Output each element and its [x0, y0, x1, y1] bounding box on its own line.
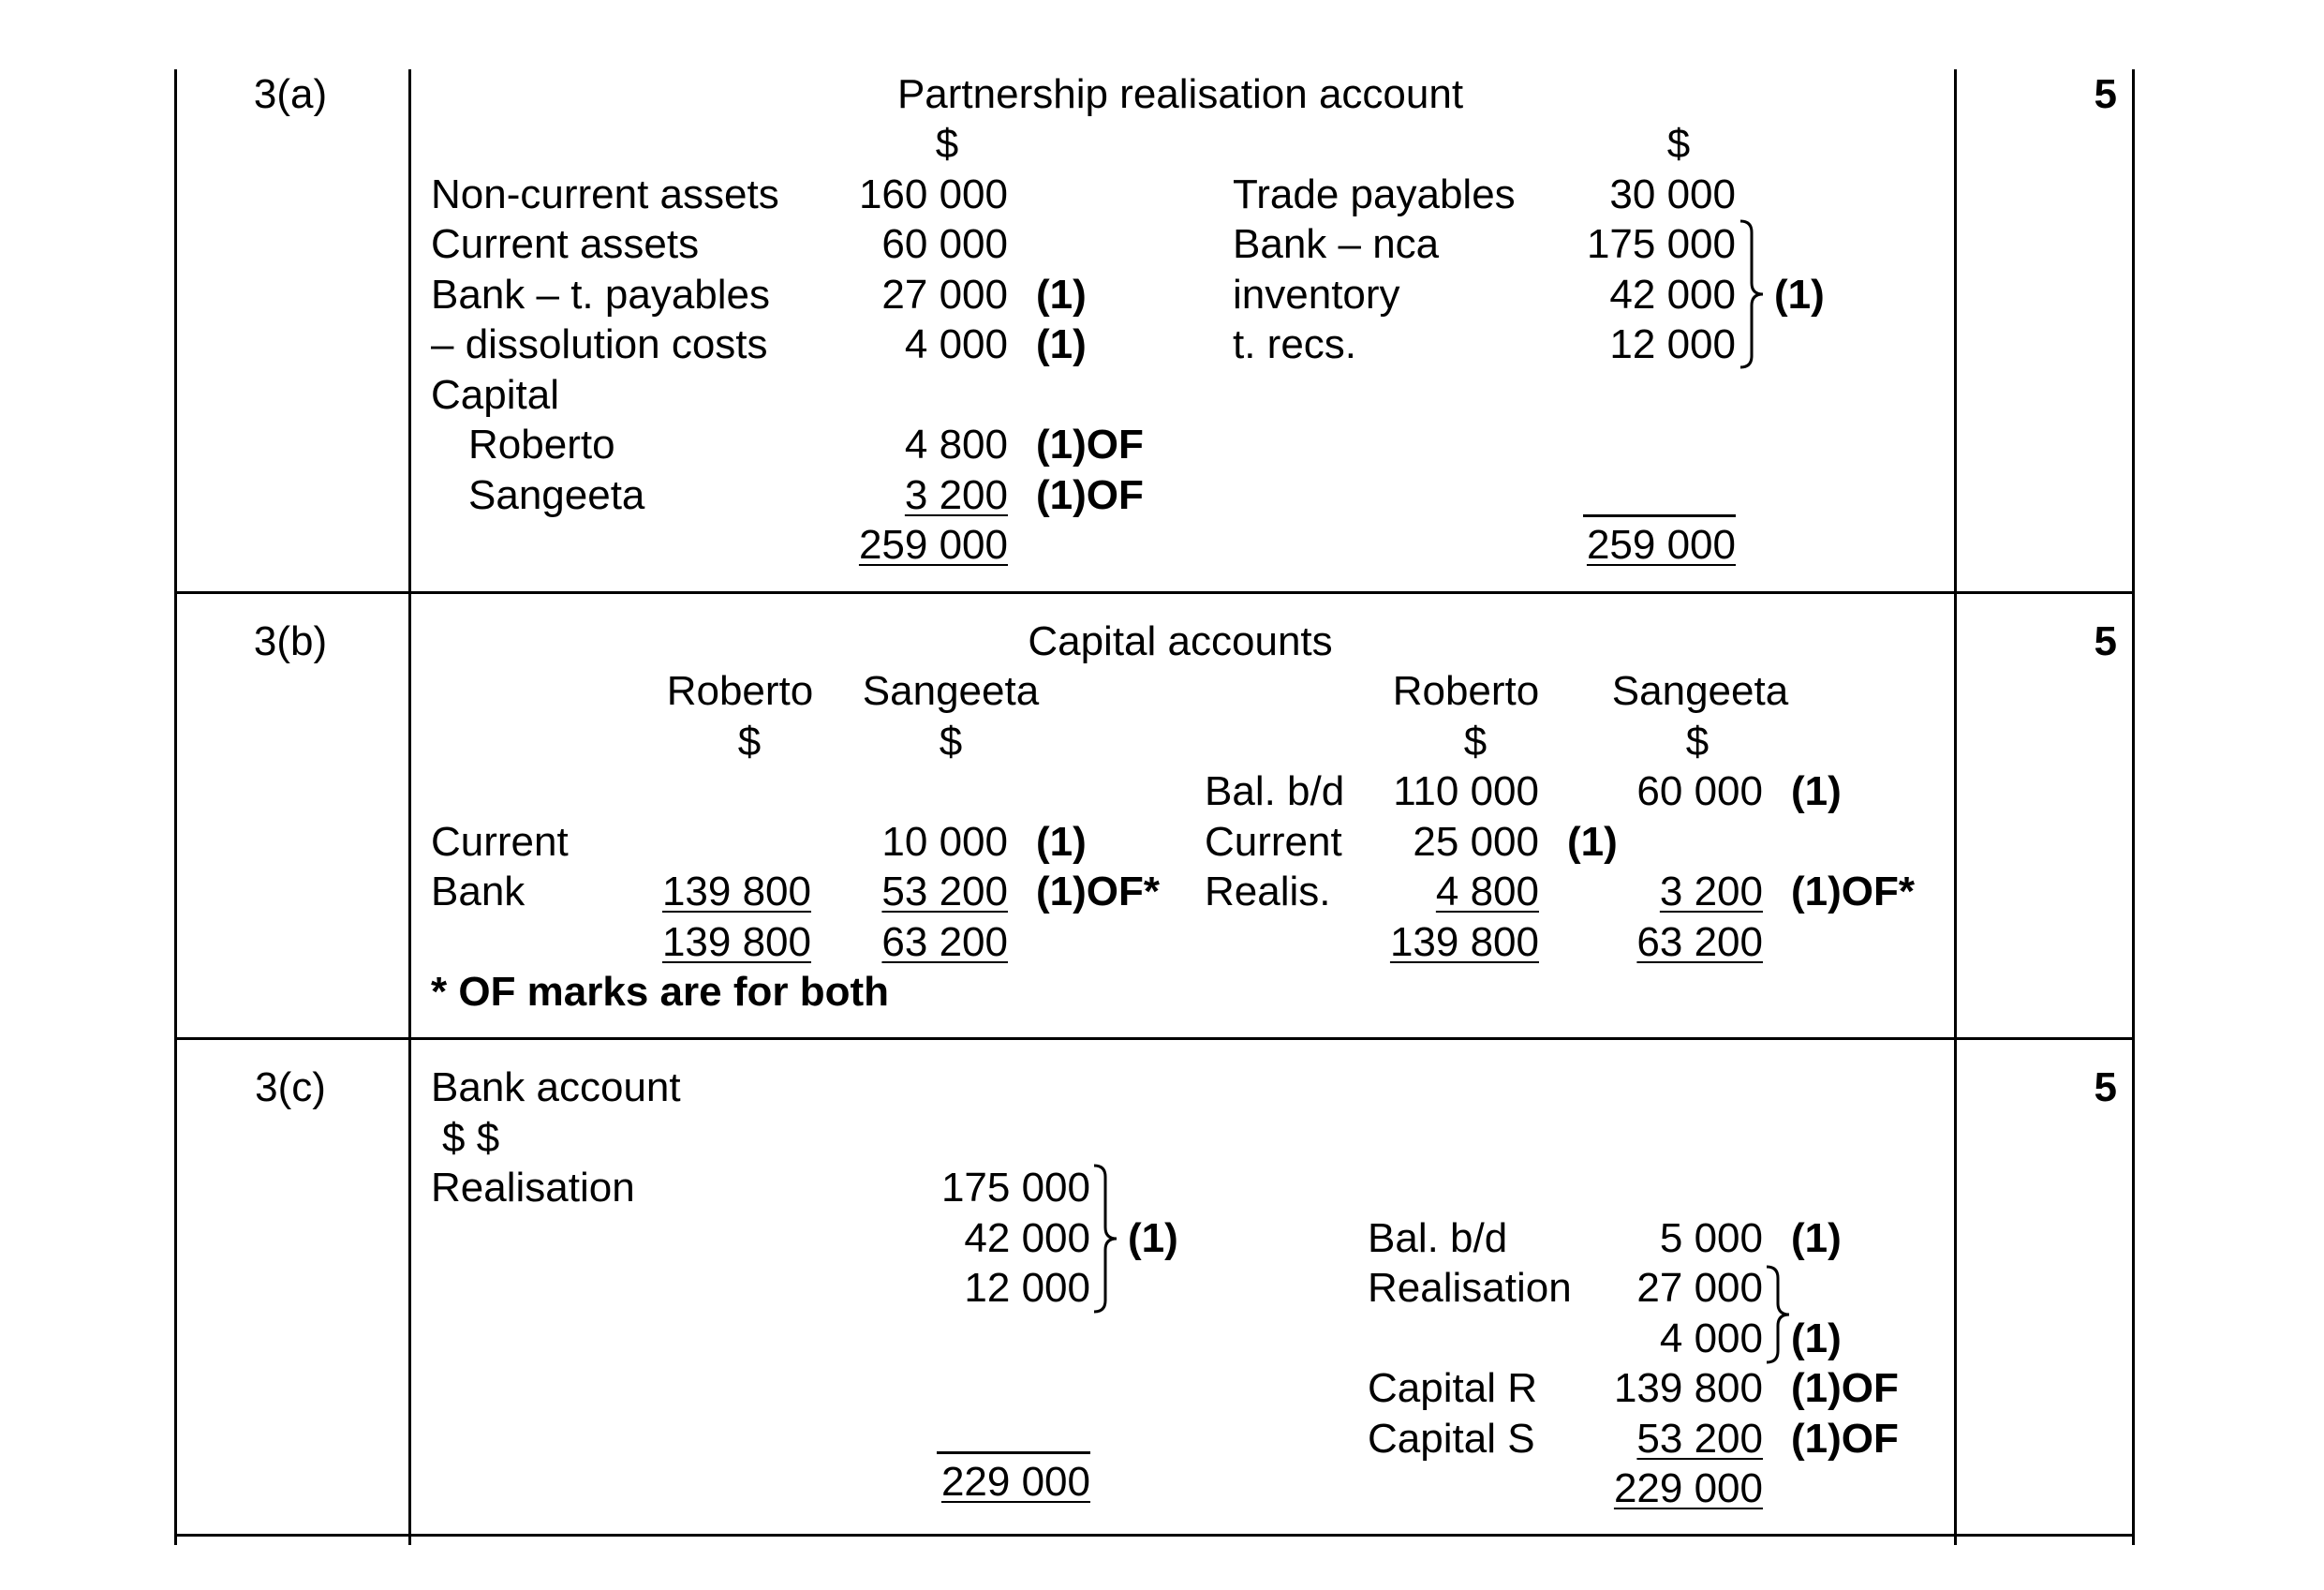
- column-heading: Sangeeta: [1611, 668, 1789, 714]
- dollar-heading: $ $: [442, 1115, 500, 1161]
- column-divider-marks: [1954, 69, 1957, 1545]
- ledger-total: 63 200: [1636, 919, 1763, 965]
- ledger-amount: 3 200: [1659, 869, 1763, 914]
- mark-award: (1)OF*: [1791, 869, 1915, 914]
- mark-award: (1)OF: [1791, 1365, 1899, 1411]
- ledger-item: – dissolution costs: [431, 321, 768, 367]
- ledger-amount: 53 200: [881, 869, 1008, 914]
- mark-award: (1): [1791, 1315, 1842, 1361]
- total-rule: [937, 1451, 1090, 1454]
- ledger-amount: 27 000: [881, 272, 1008, 318]
- ledger-item: t. recs.: [1233, 321, 1357, 367]
- column-divider-question: [408, 69, 411, 1545]
- mark-award: (1)OF*: [1036, 869, 1160, 914]
- ledger-amount: 4 800: [1435, 869, 1539, 914]
- account-title: Partnership realisation account: [896, 71, 1464, 117]
- mark-award: (1)OF: [1036, 472, 1144, 518]
- right-brace-icon: [1765, 1265, 1793, 1364]
- ledger-item: Current: [1205, 819, 1342, 865]
- ledger-amount: 139 800: [661, 869, 811, 914]
- ledger-item: Bal. b/d: [1205, 768, 1345, 814]
- mark-award: (1)OF: [1791, 1416, 1899, 1462]
- ledger-item: Sangeeta: [468, 472, 645, 518]
- ledger-amount: 27 000: [1636, 1265, 1763, 1311]
- ledger-amount: 53 200: [1636, 1416, 1763, 1462]
- dollar-heading: $: [1666, 121, 1691, 167]
- ledger-total: 259 000: [1586, 522, 1736, 568]
- ledger-amount: 10 000: [881, 819, 1008, 865]
- ledger-item: inventory: [1233, 272, 1400, 318]
- ledger-total: 63 200: [881, 919, 1008, 965]
- ledger-item: Realisation: [431, 1165, 635, 1211]
- dollar-heading: $: [935, 121, 959, 167]
- ledger-total: 259 000: [858, 522, 1008, 568]
- ledger-amount: 110 000: [1393, 768, 1539, 814]
- ledger-item: Trade payables: [1233, 171, 1516, 217]
- ledger-amount: 42 000: [1609, 272, 1736, 318]
- ledger-item: Realisation: [1368, 1265, 1572, 1311]
- ledger-amount: 42 000: [964, 1215, 1090, 1261]
- right-brace-icon: [1092, 1164, 1120, 1314]
- ledger-amount: 4 000: [1659, 1315, 1763, 1361]
- mark-award: (1): [1036, 272, 1087, 318]
- mark-award: (1): [1128, 1215, 1178, 1261]
- ledger-amount: 12 000: [1609, 321, 1736, 367]
- ledger-amount: 60 000: [1636, 768, 1763, 814]
- ledger-item: Current: [431, 819, 569, 865]
- column-heading: Roberto: [666, 668, 814, 714]
- ledger-amount: 160 000: [858, 171, 1008, 217]
- ledger-amount: 3 200: [904, 472, 1008, 518]
- mark-award: (1): [1791, 1215, 1842, 1261]
- question-label: 3(c): [255, 1064, 326, 1110]
- mark-award: (1)OF: [1036, 422, 1144, 468]
- ledger-item: Roberto: [468, 422, 615, 468]
- ledger-item: Bank – nca: [1233, 221, 1440, 267]
- row-divider-3b-3c: [174, 1037, 2135, 1040]
- column-heading: Roberto: [1392, 668, 1540, 714]
- question-label: 3(b): [253, 618, 328, 664]
- ledger-item: Non-current assets: [431, 171, 779, 217]
- ledger-total: 229 000: [940, 1459, 1090, 1505]
- ledger-amount: 5 000: [1659, 1215, 1763, 1261]
- ledger-amount: 175 000: [1586, 221, 1736, 267]
- ledger-amount: 25 000: [1413, 819, 1539, 865]
- mark-award: (1): [1036, 321, 1087, 367]
- ledger-amount: 139 800: [1613, 1365, 1763, 1411]
- account-title: Bank account: [431, 1064, 681, 1110]
- question-label: 3(a): [253, 71, 328, 117]
- ledger-total: 139 800: [1389, 919, 1539, 965]
- ledger-total: 229 000: [1613, 1465, 1763, 1511]
- table-border-bottom: [174, 1534, 2135, 1537]
- ledger-amount: 12 000: [964, 1265, 1090, 1311]
- ledger-item: Capital S: [1368, 1416, 1535, 1462]
- right-brace-icon: [1739, 219, 1767, 369]
- mark-award: (1): [1774, 272, 1825, 318]
- marks-value: 5: [2094, 71, 2117, 117]
- account-title: Capital accounts: [1028, 618, 1333, 664]
- ledger-item: Bank: [431, 869, 525, 914]
- mark-award: (1): [1791, 768, 1842, 814]
- ledger-total: 139 800: [661, 919, 811, 965]
- ledger-item: Bank – t. payables: [431, 272, 771, 318]
- row-divider-3a-3b: [174, 591, 2135, 594]
- dollar-heading: $: [737, 719, 762, 765]
- marks-value: 5: [2094, 1064, 2117, 1110]
- footnote: * OF marks are for both: [431, 969, 890, 1015]
- dollar-heading: $: [1463, 719, 1488, 765]
- ledger-amount: 30 000: [1609, 171, 1736, 217]
- mark-award: (1): [1567, 819, 1618, 865]
- dollar-heading: $: [1685, 719, 1710, 765]
- ledger-item: Bal. b/d: [1368, 1215, 1508, 1261]
- table-border-right: [2132, 69, 2135, 1545]
- ledger-amount: 4 000: [904, 321, 1008, 367]
- mark-award: (1): [1036, 819, 1087, 865]
- table-border-left: [174, 69, 177, 1545]
- ledger-amount: 60 000: [881, 221, 1008, 267]
- column-heading: Sangeeta: [862, 668, 1040, 714]
- ledger-item: Current assets: [431, 221, 700, 267]
- ledger-item: Capital: [431, 372, 559, 418]
- marks-value: 5: [2094, 618, 2117, 664]
- ledger-item: Capital R: [1368, 1365, 1537, 1411]
- total-rule: [1583, 514, 1736, 517]
- ledger-item: Realis.: [1205, 869, 1331, 914]
- ledger-amount: 4 800: [904, 422, 1008, 468]
- dollar-heading: $: [939, 719, 963, 765]
- ledger-amount: 175 000: [940, 1165, 1090, 1211]
